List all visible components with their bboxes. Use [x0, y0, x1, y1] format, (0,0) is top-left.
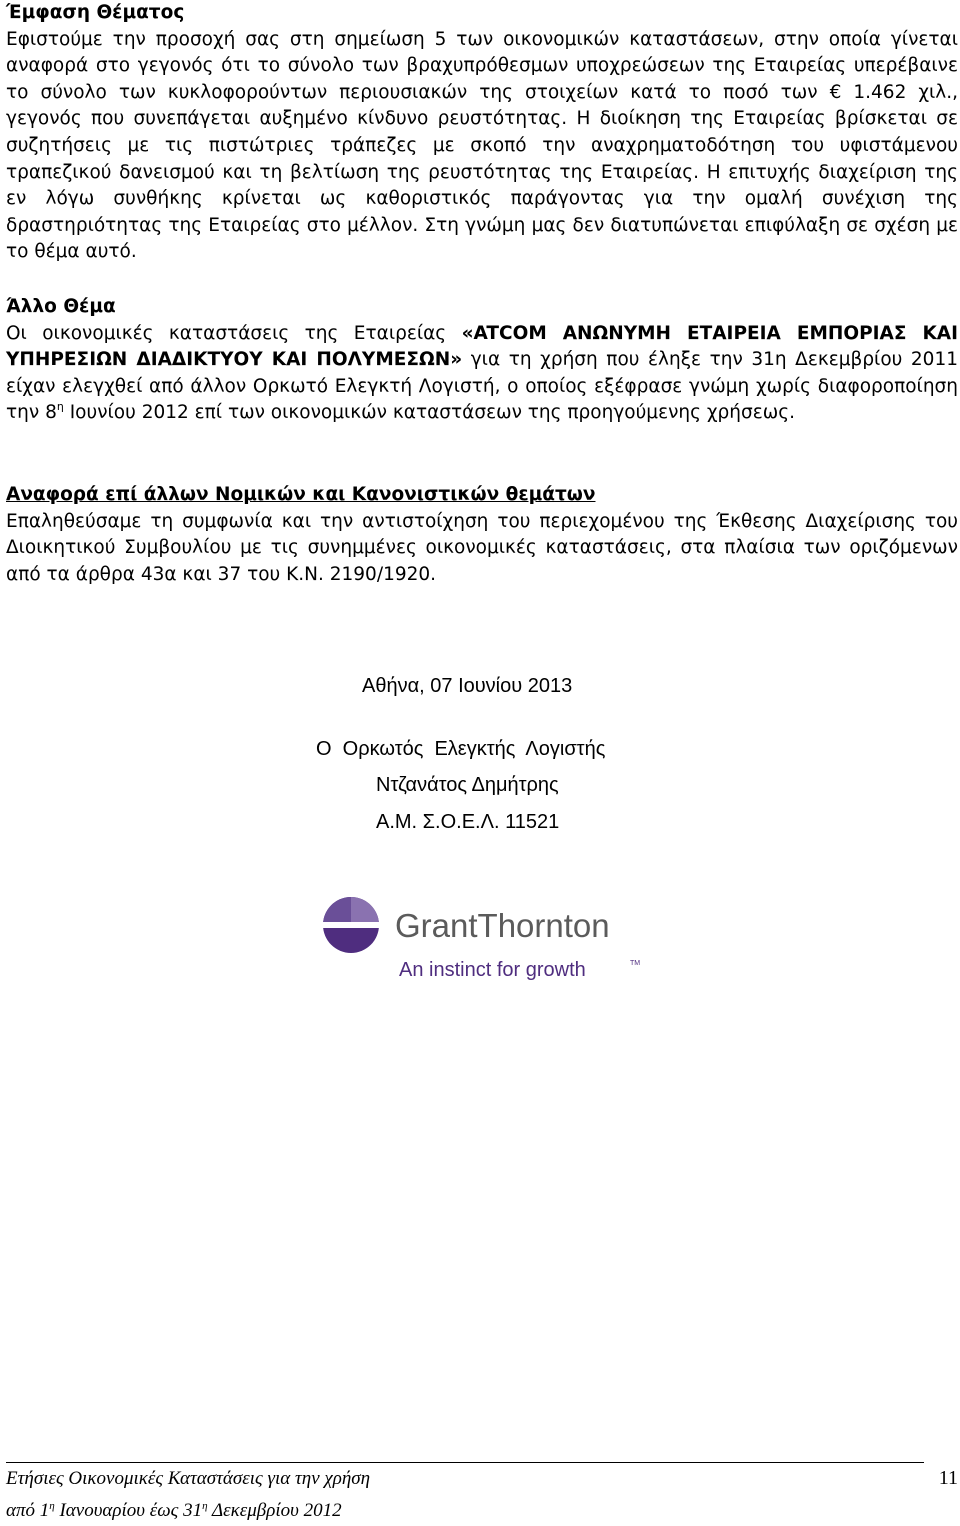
- footer-line-2-c: Δεκεμβρίου 2012: [207, 1500, 342, 1521]
- other-matter-text-before: Οι οικονομικές καταστάσεις της Εταιρείας: [6, 322, 462, 344]
- signature-title: Ο Ορκωτός Ελεγκτής Λογιστής: [316, 738, 606, 760]
- signature-place-date: Αθήνα, 07 Ιουνίου 2013: [362, 675, 573, 697]
- other-matter-text-middle: για τη χρήση που έληξε την 31η Δεκεμβρίου 2011 είχαν ελεγχθεί από άλλον Ορκωτό Ελεγκτή Λογιστή, ο οποίος εξέφρασε γνώμη χωρίς διαφοροποίηση την 8: [6, 349, 958, 424]
- emphasis-section: [6, 0, 958, 266]
- logo-brand-text: GrantThornton: [395, 907, 610, 944]
- grant-thornton-logo: [318, 893, 648, 989]
- logo-tagline-text: An instinct for growth: [399, 959, 586, 981]
- footer-line-1: Ετήσιες Οικονομικές Καταστάσεις για την χρήση: [6, 1468, 371, 1489]
- signature-registration: Α.Μ. Σ.Ο.Ε.Λ. 11521: [376, 811, 560, 833]
- footer-sup-b: η: [202, 1500, 208, 1512]
- other-matter-section: [6, 294, 958, 427]
- footer-line-2: [6, 1500, 342, 1522]
- legal-section: [6, 482, 958, 588]
- emphasis-heading: Έμφαση Θέματος: [6, 2, 185, 23]
- grant-thornton-emblem-icon: [323, 897, 379, 953]
- ordinal-superscript: η: [56, 400, 64, 414]
- footer-line-2-a: από 1: [6, 1500, 50, 1521]
- emphasis-paragraph: Εφιστούμε την προσοχή σας στη σημείωση 5 των οικονομικών καταστάσεων, στην οποία γίνεται αναφορά στο γεγονός ότι το σύνολο των βραχυπρόθεσμων υποχρεώσεων της Εταιρείας υπερέβαινε το σύνολο των κυκλοφορούντων περιουσιακών της στοιχείων κατά το ποσό των € 1.462 χιλ., γεγονός που συνεπάγεται αυξημένο κίνδυνο ρευστότητας. Η διοίκηση της Εταιρείας βρίσκεται σε συζητήσεις με τις πιστώτριες τράπεζες με σκοπό την αναχρηματοδότηση του υφιστάμενου τραπεζικού δανεισμού και τη βελτίωση της ρευστότητας της Εταιρείας. Η επιτυχής διαχείριση της εν λόγω συνθήκης κρίνεται ως καθοριστικός παράγοντας για την ομαλή συνέχιση της δραστηριότητας της Εταιρείας στο μέλλον. Στη γνώμη μας δεν διατυπώνεται επιφύλαξη σε σχέση με το θέμα αυτό.: [6, 28, 958, 263]
- legal-heading: Αναφορά επί άλλων Νομικών και Κανονιστικών θεμάτων: [6, 484, 596, 505]
- signature-name: Ντζανάτος Δημήτρης: [376, 774, 559, 796]
- logo-trademark-text: TM: [630, 960, 641, 967]
- other-matter-heading: Άλλο Θέμα: [6, 296, 116, 317]
- legal-paragraph: Επαληθεύσαμε τη συμφωνία και την αντιστοίχηση του περιεχομένου της Έκθεσης Διαχείρισης του Διοικητικού Συμβουλίου με τις συνημμένες οικονομικές καταστάσεις, στα πλαίσια των οριζόμενων από τα άρθρα 43α και 37 του Κ.Ν. 2190/1920.: [6, 510, 958, 585]
- footer-sup-a: η: [49, 1500, 55, 1512]
- company-name: «ATCOM ΑΝΩΝΥΜΗ ΕΤΑΙΡΕΙΑ ΕΜΠΟΡΙΑΣ ΚΑΙ ΥΠΗΡΕΣΙΩΝ ΔΙΑΔΙΚΤΥΟΥ ΚΑΙ ΠΟΛΥΜΕΣΩΝ»: [6, 322, 958, 371]
- footer-line-2-b: Ιανουαρίου έως 31: [54, 1500, 203, 1521]
- other-matter-text-after: Ιουνίου 2012 επί των οικονομικών καταστάσεων της προηγούμενης χρήσεως.: [63, 402, 795, 424]
- footer-rule: [6, 1462, 924, 1463]
- page-number: 11: [938, 1467, 958, 1489]
